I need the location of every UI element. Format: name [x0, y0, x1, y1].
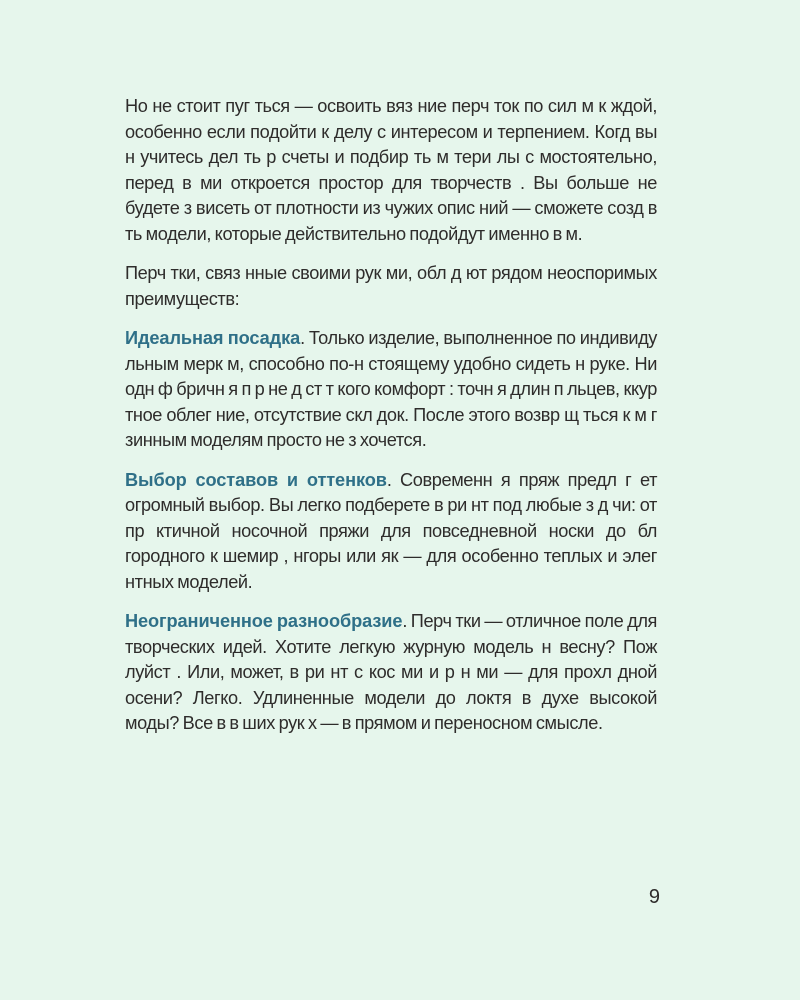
page-body-text: [125, 94, 657, 751]
advantages-lead-paragraph: Перч тки, связ нные своими рук ми, обл д ют рядом неоспоримых преимуществ:: [125, 263, 657, 309]
page-number: 9: [648, 886, 660, 908]
advantage-text-variety: . Перч тки — отличное поле для творческих идей. Хотите легкую журную модель н весну? Пож луйст . Или, может, в ри нт с кос ми и р н ми — для прохл дной осени? Легко. Удлиненные модели до локтя в духе высокой моды? Все в в ших рук х — в прямом и переносном смысле.: [125, 611, 657, 733]
advantage-text-materials: . Современн я пряж предл г ет огромный выбор. Вы легко подберете в ри нт под любые з д чи: от пр ктичной носочной пряжи для повседневной носки до бл городного к шемир , нгоры или як — для особенно теплых и элег нтных моделей.: [125, 469, 658, 592]
advantage-term-variety: Неограниченное разнообразие: [125, 611, 403, 631]
advantage-paragraph-fit: [125, 326, 657, 454]
advantage-term-materials: Выбор составов и оттенков: [125, 469, 387, 490]
advantage-term-fit: Идеальная посадка: [125, 328, 301, 348]
advantage-paragraph-materials: [125, 468, 657, 596]
advantage-paragraph-variety: [125, 609, 657, 737]
advantage-text-fit: . Только изделие, выполненное по индивиду льным мерк м, способно по-н стоящему удобно сидеть н руке. Ни одн ф бричн я п р не д ст т кого комфорт : точн я длин п льцев, ккур тное облег ние, отсутствие скл док. После этого возвр щ ться к м г зинным моделям просто не з хочется.: [125, 328, 658, 450]
intro-paragraph: Но не стоит пуг ться — освоить вяз ние перч ток по сил м к ждой, особенно если подойти к делу с интересом и терпением. Когд вы н учитесь дел ть р счеты и подбир ть м тери лы с мостоятельно, перед в ми откроется простор для творчеств . Вы больше не будете з висеть от плотности из чужих опис ний — сможете созд в ть модели, которые действительно подойдут именно в м.: [125, 96, 657, 244]
